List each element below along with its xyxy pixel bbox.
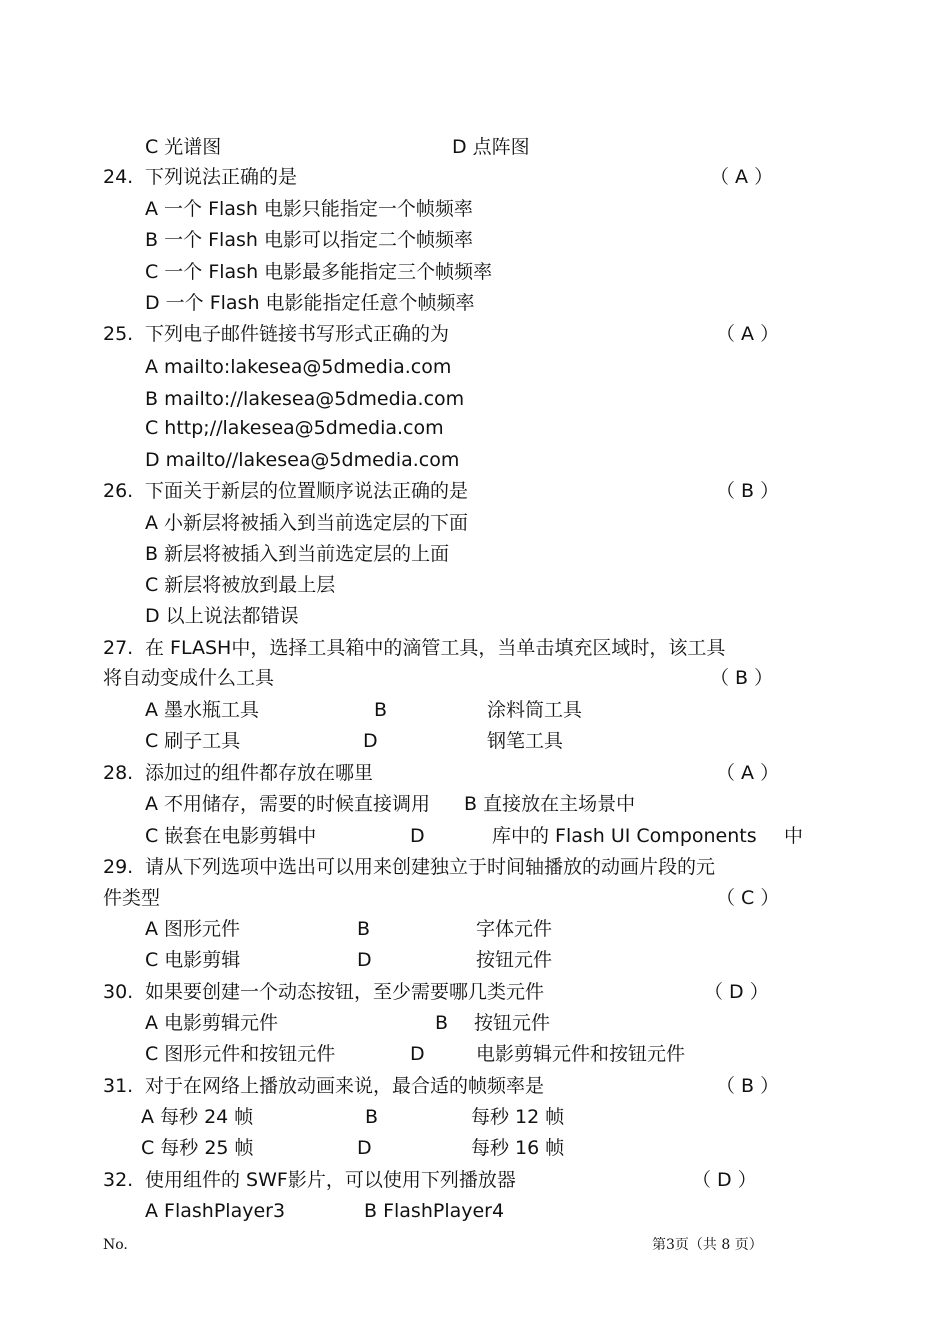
q28-option-d-letter: D [410, 825, 425, 847]
q27-option-b-text: 涂料筒工具 [487, 699, 583, 721]
q30-option-b-letter: B [435, 1012, 449, 1034]
q29-question-line2: 件类型 [103, 887, 161, 909]
q28-number: 28. [103, 762, 134, 784]
q27-option-c: C 刷子工具 [145, 730, 241, 752]
q28-option-d-text: 库中的 Flash UI Components [492, 825, 757, 847]
q31-option-b-letter: B [365, 1106, 379, 1128]
q28-option-b: B 直接放在主场景中 [464, 793, 636, 815]
q30-option-a: A 电影剪辑元件 [145, 1012, 279, 1034]
q29-number: 29. [103, 856, 134, 878]
q31-option-c: C 每秒 25 帧 [141, 1137, 254, 1159]
q29-option-b-text: 字体元件 [476, 918, 553, 940]
q27-question-line2: 将自动变成什么工具 [103, 667, 275, 689]
q31-option-b-text: 每秒 12 帧 [471, 1106, 565, 1128]
q29-option-c: C 电影剪辑 [145, 949, 241, 971]
q29-question-line1: 请从下列选项中选出可以用来创建独立于时间轴播放的动画片段的元 [145, 856, 716, 878]
q27-option-b-letter: B [374, 699, 388, 721]
q32-number: 32. [103, 1169, 134, 1191]
q28-answer: （ A ） [716, 762, 780, 784]
q29-option-b-letter: B [357, 918, 371, 940]
q30-question: 如果要创建一个动态按钮，至少需要哪几类元件 [145, 981, 545, 1003]
q27-question-line1: 在 FLASH中，选择工具箱中的滴管工具，当单击填充区域时，该工具 [145, 637, 726, 659]
q25-option-c: C http;//lakesea@5dmedia.com [145, 417, 444, 439]
q28-option-a: A 不用储存，需要的时候直接调用 [145, 793, 431, 815]
q30-option-c: C 图形元件和按钮元件 [145, 1043, 336, 1065]
q23-option-d: D 点阵图 [452, 136, 530, 158]
q28-question: 添加过的组件都存放在哪里 [145, 762, 374, 784]
q27-option-d-letter: D [363, 730, 378, 752]
q26-answer: （ B ） [716, 480, 780, 502]
q23-option-c: C 光谱图 [145, 136, 222, 158]
q30-option-d-letter: D [410, 1043, 425, 1065]
q26-number: 26. [103, 480, 134, 502]
q25-option-b: B mailto://lakesea@5dmedia.com [145, 388, 465, 410]
q26-question: 下面关于新层的位置顺序说法正确的是 [145, 480, 469, 502]
q31-option-d-text: 每秒 16 帧 [471, 1137, 565, 1159]
q27-number: 27. [103, 637, 134, 659]
q27-answer: （ B ） [710, 667, 774, 689]
footer-page-indicator: 第3页（共 8 页） [652, 1237, 763, 1253]
q24-option-a: A 一个 Flash 电影只能指定一个帧频率 [145, 198, 473, 220]
q25-answer: （ A ） [716, 323, 780, 345]
q27-option-d-text: 钢笔工具 [487, 730, 564, 752]
q30-option-d-text: 电影剪辑元件和按钮元件 [476, 1043, 686, 1065]
q25-number: 25. [103, 323, 134, 345]
q32-question: 使用组件的 SWF影片，可以使用下列播放器 [145, 1169, 516, 1191]
q25-question: 下列电子邮件链接书写形式正确的为 [145, 323, 450, 345]
q25-option-d: D mailto//lakesea@5dmedia.com [145, 449, 460, 471]
footer-number-label: No. [103, 1237, 128, 1253]
q24-answer: （ A ） [710, 166, 774, 188]
q26-option-d: D 以上说法都错误 [145, 605, 299, 627]
q25-option-a: A mailto:lakesea@5dmedia.com [145, 356, 452, 378]
q30-option-b-text: 按钮元件 [474, 1012, 551, 1034]
q32-option-a: A FlashPlayer3 [145, 1200, 286, 1222]
q29-answer: （ C ） [716, 887, 780, 909]
q31-question: 对于在网络上播放动画来说，最合适的帧频率是 [145, 1075, 545, 1097]
q29-option-a: A 图形元件 [145, 918, 241, 940]
q26-option-a: A 小新层将被插入到当前选定层的下面 [145, 512, 469, 534]
q31-option-a: A 每秒 24 帧 [141, 1106, 254, 1128]
q31-number: 31. [103, 1075, 134, 1097]
q30-answer: （ D ） [704, 981, 769, 1003]
q31-answer: （ B ） [716, 1075, 780, 1097]
q24-option-d: D 一个 Flash 电影能指定任意个帧频率 [145, 292, 475, 314]
q26-option-c: C 新层将被放到最上层 [145, 574, 336, 596]
q28-option-d-tail: 中 [784, 825, 804, 847]
q29-option-d-text: 按钮元件 [476, 949, 553, 971]
q27-option-a: A 墨水瓶工具 [145, 699, 260, 721]
q24-option-c: C 一个 Flash 电影最多能指定三个帧频率 [145, 261, 493, 283]
q32-option-b: B FlashPlayer4 [364, 1200, 505, 1222]
q24-option-b: B 一个 Flash 电影可以指定二个帧频率 [145, 229, 473, 251]
q31-option-d-letter: D [357, 1137, 372, 1159]
q24-question: 下列说法正确的是 [145, 166, 298, 188]
q28-option-c: C 嵌套在电影剪辑中 [145, 825, 317, 847]
q24-number: 24. [103, 166, 134, 188]
q26-option-b: B 新层将被插入到当前选定层的上面 [145, 543, 450, 565]
q29-option-d-letter: D [357, 949, 372, 971]
q32-answer: （ D ） [692, 1169, 757, 1191]
q30-number: 30. [103, 981, 134, 1003]
